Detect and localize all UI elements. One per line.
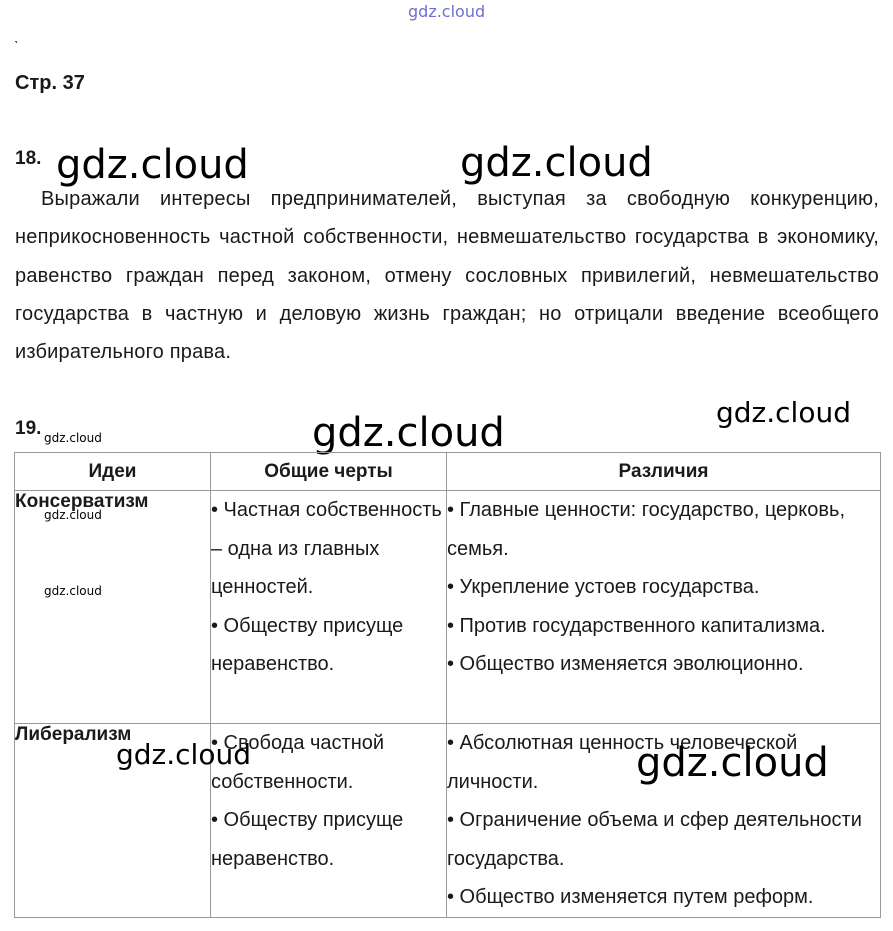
task-18-number: 18. — [15, 148, 42, 169]
watermark: gdz.cloud — [56, 142, 249, 188]
watermark: gdz.cloud — [312, 410, 505, 456]
list-item: • Частная собственность – одна из главных ценностей. — [211, 499, 442, 598]
differences-cell — [447, 491, 881, 724]
idea-conservatism: Консерватизм — [15, 491, 211, 724]
list-item: • Общество изменяется путем реформ. — [447, 886, 814, 908]
list-item: • Свобода частной собственности. — [211, 732, 385, 793]
watermark: gdz.cloud — [116, 738, 251, 771]
watermark: gdz.cloud — [460, 140, 653, 186]
watermark: gdz.cloud — [44, 584, 102, 598]
watermark: gdz.cloud — [636, 740, 829, 786]
watermark: gdz.cloud — [44, 431, 102, 445]
list-item: • Общество изменяется эволюционно. — [447, 653, 804, 675]
list-item: • Против государственного капитализма. — [447, 614, 826, 637]
list-item: • Абсолютная ценность человеческой личности. — [447, 732, 798, 793]
watermark: gdz.cloud — [44, 508, 102, 522]
common-cell — [211, 491, 447, 724]
header-common: Общие черты — [211, 453, 447, 491]
table-row — [15, 491, 881, 724]
ideas-table — [14, 452, 881, 918]
list-item: • Ограничение объема и сфер деятельности государства. — [447, 809, 862, 870]
table-header-row — [15, 453, 881, 491]
page-label: Стр. 37 — [15, 72, 85, 94]
header-differences: Различия — [447, 453, 881, 491]
list-item: • Главные ценности: государство, церковь, семья. — [447, 499, 845, 560]
task-18-answer: Выражали интересы предпринимателей, выступая за свободную конкуренцию, неприкосновенность частной собственности, невмешательство государства в экономику, равенство граждан перед законом, отмену сословных привилегий, невмешательство государства в частную и деловую жизнь граждан; но отрицали введение всеобщего избирательного права. — [15, 188, 879, 364]
task-19-number: 19. — [15, 418, 42, 439]
stray-mark: ˋ — [14, 38, 19, 54]
watermark-top: gdz.cloud — [408, 2, 486, 21]
idea-liberalism: Либерализм — [15, 724, 211, 918]
list-item: • Обществу присуще неравенство. — [211, 614, 404, 675]
header-ideas: Идеи — [15, 453, 211, 491]
list-item: • Обществу присуще неравенство. — [211, 809, 404, 870]
list-item: • Укрепление устоев государства. — [447, 576, 760, 598]
watermark: gdz.cloud — [716, 396, 851, 429]
